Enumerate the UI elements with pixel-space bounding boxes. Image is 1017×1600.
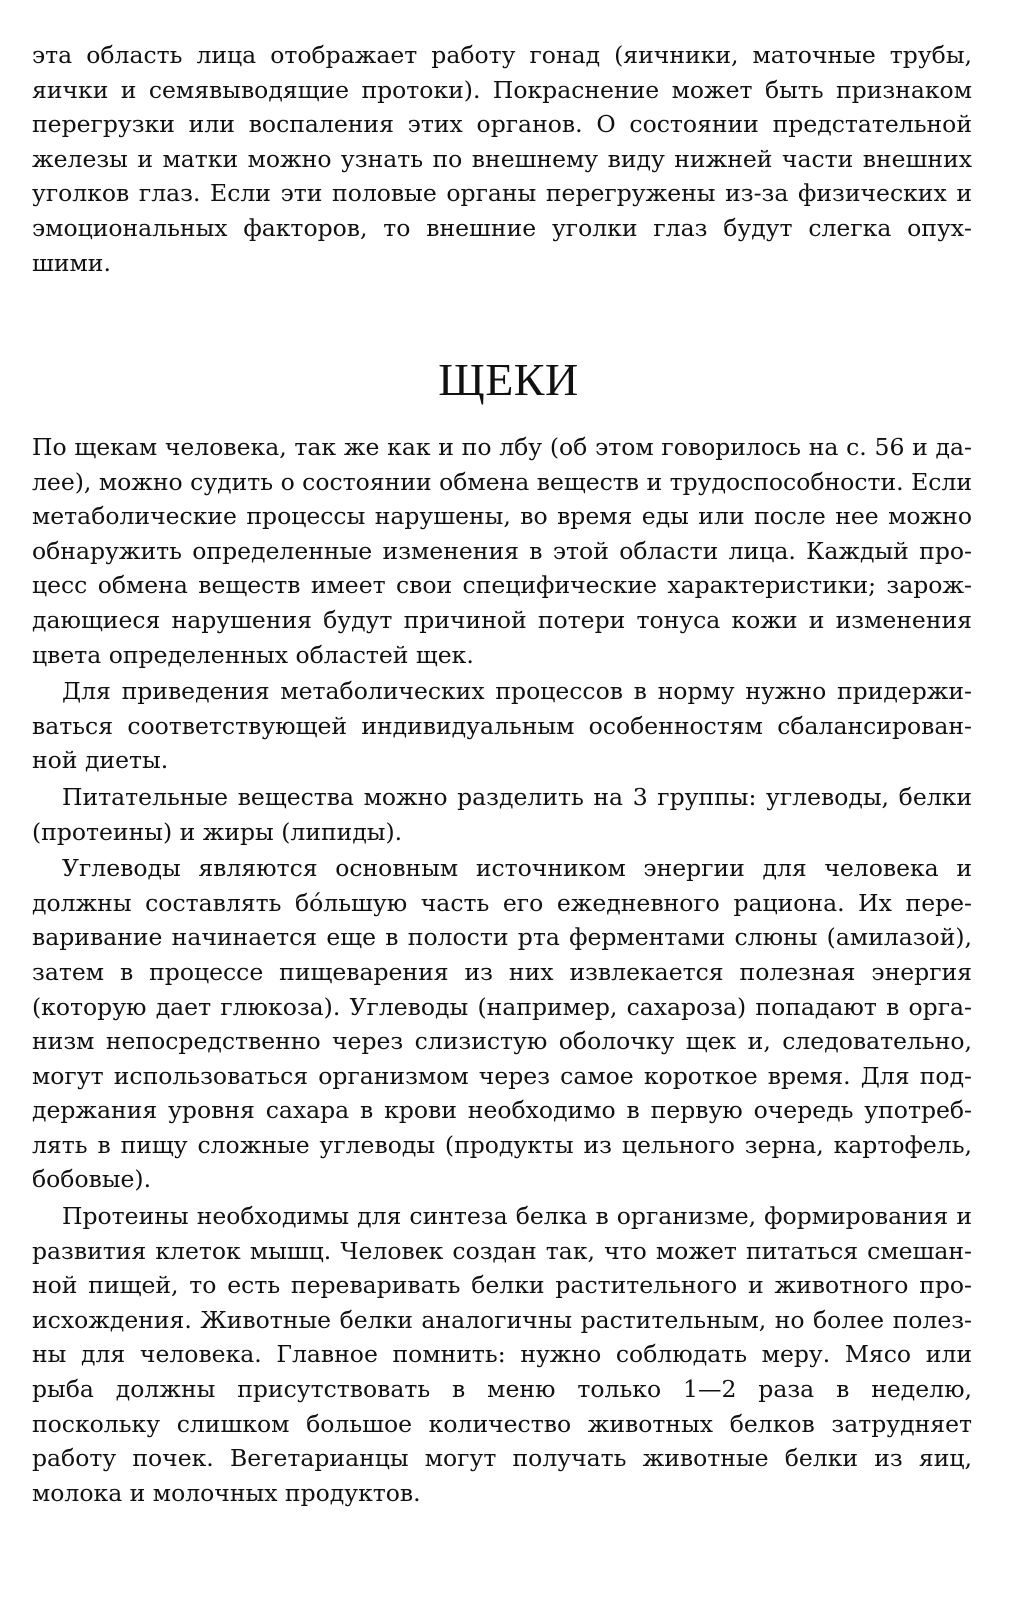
intro-section — [32, 38, 972, 280]
body-paragraph-5: Протеины необходимы для синтеза белка в организме, формирования и развития клеток мышц. Человек создан так, что может питаться смешанной пищей, то есть переваривать белки растительного и животного происхождения. Животные белки аналогичны растительным, но более полезны для человека. Главное помнить: нужно соблюдать меру. Мясо или рыба должны присутствовать в меню только 1—2 раза в неделю, поскольку слишком большое количество животных белков затрудняет работу почек. Вегетарианцы могут получать животные белки из яиц, молока и молочных продуктов. — [32, 1202, 972, 1507]
section-title: ЩЕКИ — [438, 354, 579, 405]
body-paragraph-4: Углеводы являются основным источником энергии для человека и должны составлять бóльшую часть его ежедневного рациона. Их переваривание начинается еще в полости рта ферментами слюны (амилазой), затем в процессе пищеварения из них извлекается полезная энергия (которую дает глюкоза). Углеводы (например, сахароза) попадают в организм непосредственно через слизистую оболочку щек и, следовательно, могут использоваться организмом через самое короткое время. Для поддержания уровня сахара в крови необходимо в первую очередь употреблять в пищу сложные углеводы (продукты из цельного зерна, картофель, бобовые). — [32, 854, 972, 1194]
body-paragraph-2: Для приведения метаболических процессов в норму нужно придерживаться соответствующей индивидуальным особенностям сбалансированной диеты. — [32, 677, 972, 775]
body-paragraph-3: Питательные вещества можно разделить на 3 группы: углеводы, белки (протеины) и жиры (липиды). — [32, 782, 972, 846]
intro-paragraph: эта область лица отображает работу гонад (яичники, маточные трубы, яички и семявыводящие протоки). Покраснение может быть признаком перегрузки или воспаления этих органов. О состоянии предстательной железы и матки можно узнать по внешнему виду нижней части внешних уголков глаз. Если эти половые органы перегружены из-за физических и эмоциональных факторов, то внешние уголки глаз будут слегка опухшими. — [32, 41, 972, 277]
body-paragraph-1: По щекам человека, так же как и по лбу (об этом говорилось на с. 56 и далее), можно судить о состоянии обмена веществ и трудоспособности. Если метаболические процессы нарушены, во время еды или после нее можно обнаружить определенные изменения в этой области лица. Каждый процесс обмена веществ имеет свои специфические характеристики; зарождающиеся нарушения будут причиной потери тонуса кожи и изменения цвета определенных областей щек. — [32, 433, 972, 669]
section-body — [32, 430, 972, 1510]
